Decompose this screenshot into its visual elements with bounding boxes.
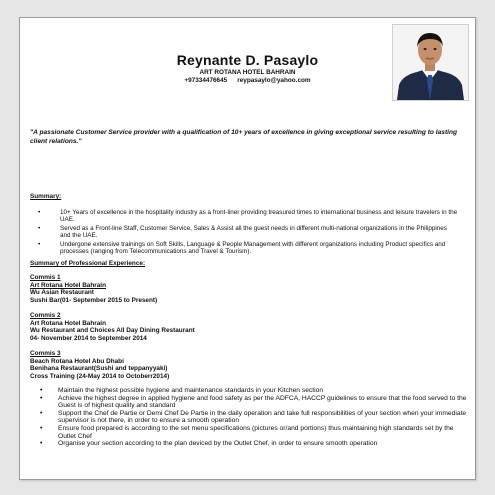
summary-item: • 10+ Years of excellence in the hospitality industry as a front-liner providing treasured times to international business and leisure travelers in the UAE.: [38, 209, 458, 224]
hotel-name: Art Rotana Hotel Bahrain: [30, 281, 106, 289]
email-address: reypasaylo@yahoo.com: [237, 77, 311, 84]
duties-list: [40, 387, 468, 448]
duty-item: • Organise your section according to the plan deviced by the Outlet Chef, in order to ensure smooth operation: [40, 440, 468, 448]
company-line: ART ROTANA HOTEL BAHRAIN: [199, 69, 296, 76]
summary-item: • Served as a Front-line Staff, Customer Service, Sales & Assist all the guest needs in different multi-national organizations in the Philippines and the UAE.: [38, 225, 458, 240]
summary-list: [38, 209, 458, 256]
outlet-name: Wu Restaurant and Choices All Day Dining Restaurant: [30, 327, 195, 335]
objective-statement: "A passionate Customer Service provider with a qualification of 10+ years of excellence in giving exceptional service resulting to lasting client relations.": [30, 129, 458, 145]
phone-number: +97334476645: [184, 77, 228, 84]
summary-title: Summary:: [30, 193, 62, 200]
outlet-name: Wu Asian Restaurant: [30, 289, 94, 297]
duty-item: • Support the Chef de Partie or Demi Chef De Partie in the daily operation and take full responsibilities of your section when your immediate supervisor is not there, in order to ensure a smooth operation: [40, 410, 468, 425]
resume-page: [19, 17, 476, 480]
experience-title: Summary of Professional Experience:: [30, 260, 146, 267]
experience-entry: [30, 312, 330, 342]
summary-item: • Undergone extensive trainings on Soft Skills, Language & People Management with different organizations including Product specifics and processes (ranging from Telecommunications and Travel & Tourism).: [38, 241, 458, 256]
duty-item: • Achieve the highest degree in applied hygiene and food safety as per the ADFCA, HACCP guidelines to ensure that the food served to the Guest is of highest quality and standard: [40, 395, 468, 410]
position-title: Commis 2: [30, 312, 61, 319]
candidate-name: Reynante D. Pasaylo: [176, 52, 319, 68]
employment-period: 04- November 2014 to September 2014: [30, 334, 147, 342]
profile-photo: [392, 24, 469, 101]
employment-period: Cross Training (24-May 2014 to Octoberr2014): [30, 372, 170, 380]
employment-period: Sushi Bar(01- September 2015 to Present): [30, 296, 158, 304]
hotel-name: Art Rotana Hotel Bahrain: [30, 319, 106, 327]
duty-item: • Maintain the highest possible hygiene and maintenance standards in your Kitchen section: [40, 387, 468, 395]
experience-entry: [30, 350, 330, 380]
hotel-name: Beach Rotana Hotel Abu Dhabi: [30, 357, 124, 365]
duty-item: • Ensure food prepared is according to the set menu specifications (pictures or/and portions) thus maintaining high standards set by the Outlet Chef: [40, 425, 468, 440]
experience-entry: [30, 274, 330, 304]
position-title: Commis 3: [30, 350, 61, 357]
outlet-name: Benihana Restaurant(Sushi and teppanyyaki): [30, 365, 168, 373]
position-title: Commis 1: [30, 274, 61, 281]
